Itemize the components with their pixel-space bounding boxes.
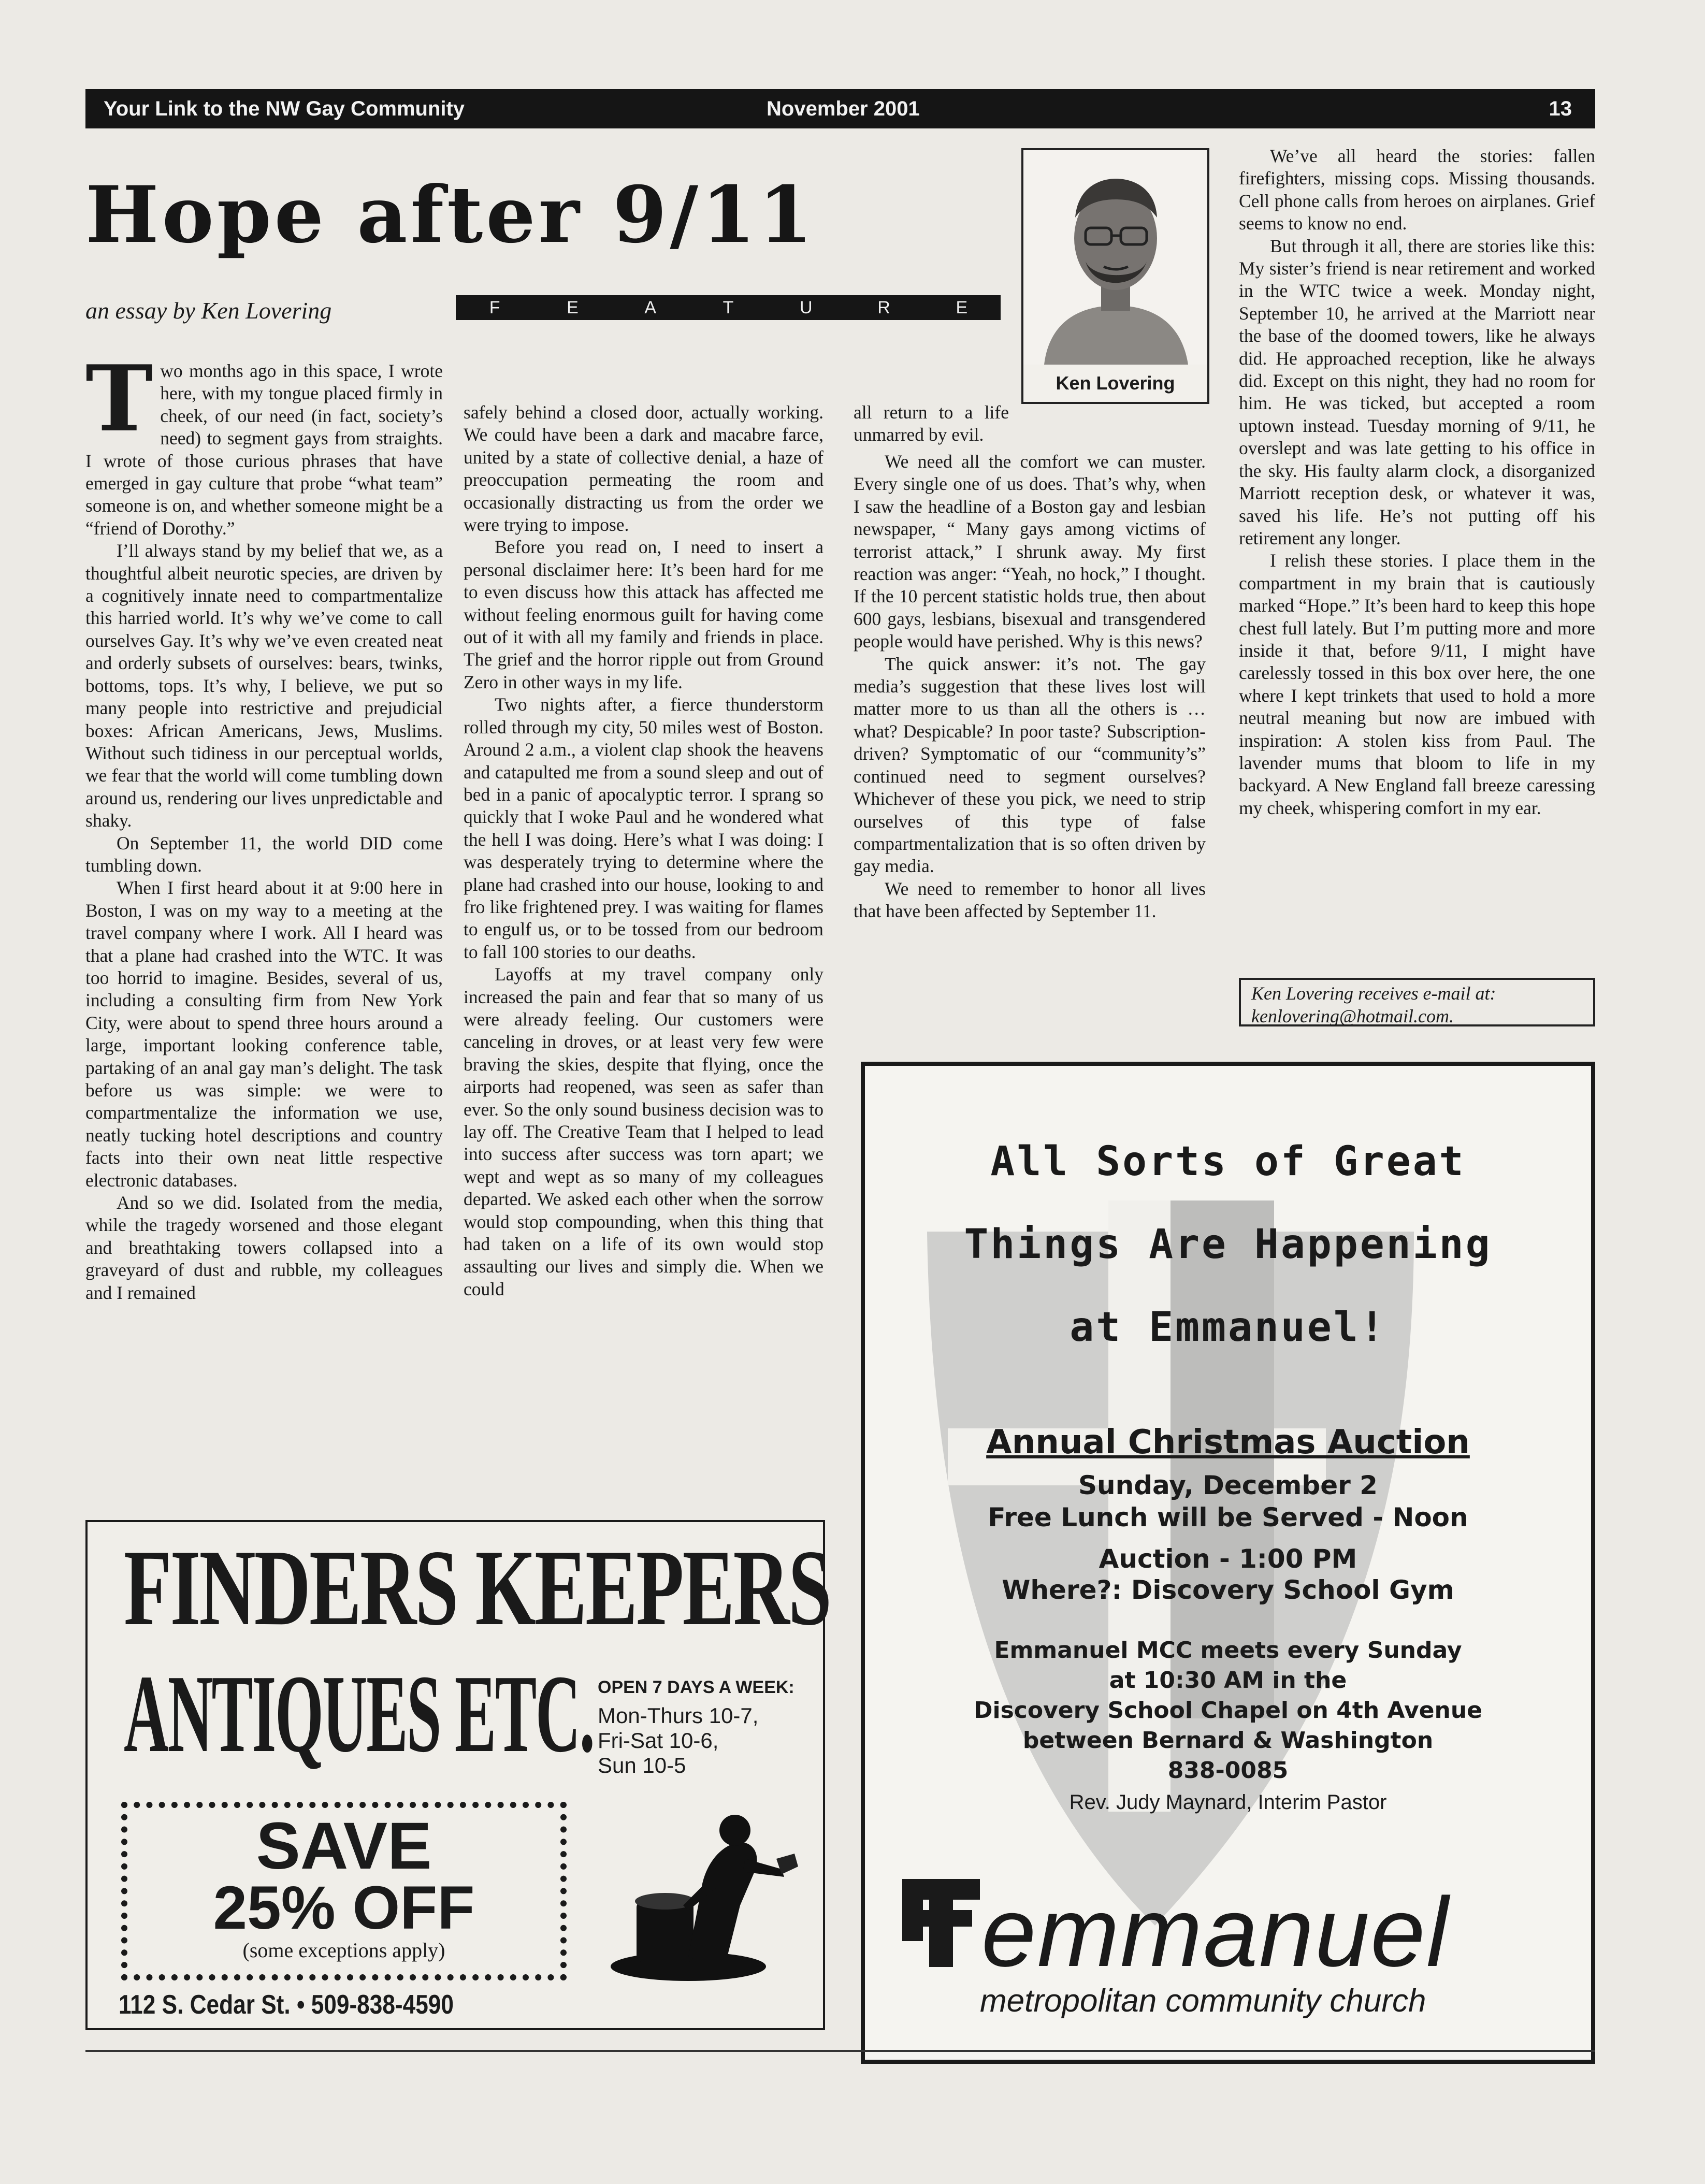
hours-fri-sat: Fri-Sat 10-6, [598,1728,719,1753]
article-paragraph: On September 11, the world DID come tumbling down. [85,832,443,876]
article-paragraph: The quick answer: it’s not. The gay media’s suggestion that these lives lost will matter more to us than all the others is … what? Despicable? In poor taste? Subscription-driven? Symptomatic of our “community’s” continued need to segment ourselves? Whichever of these you pick, we need to strip ourselves of this type of false compartmentalization that is so often driven by gay media. [854,653,1206,877]
auction-date: Sunday, December 2 [1078,1470,1378,1500]
church-logo-wordmark: emmanuel [981,1877,1450,1987]
digging-figure-icon [605,1802,802,1983]
header-date: November 2001 [767,97,920,120]
article-paragraph: Two nights after, a fierce thunderstorm rolled through my city, 50 miles west of Boston. Around 2 a.m., a violent clap shook the heavens and catapulted me from a sound sleep and out of bed in a panic of apocalyptic terror. I sprang so quickly that I woke Paul and he wondered what the hell I was doing. Here’s what I was doing: I was desperately trying to determine where the plane had crashed into our house, looking to and fro like frightened prey. I was waiting for flames to engulf us, or to be tossed from our bedroom to fall 100 stories to our deaths. [464,694,823,962]
author-portrait-image [1023,150,1207,365]
hours-weekday: Mon-Thurs 10-7, [598,1703,759,1728]
store-subtitle: ANTIQUES ETC. [124,1652,594,1775]
store-name: FINDERS KEEPERS [124,1528,831,1648]
discount-coupon [121,1802,567,1980]
email-address: kenlovering@hotmail.com. [1251,1006,1454,1026]
feature-letter: A [644,298,657,317]
article-column-3 [854,451,1206,923]
article-column-4 [1239,145,1595,819]
article-paragraph: Layoffs at my travel company only increased the pain and fear that so many of us were already feeling. Our customers were canceling in droves, or at least very few were braving the skies, despite that flying, once the airports had reopened, was seen as safer than ever. So the only sound business decision was to lay off. The Creative Team that I helped to lead into success after success was torn apart; we wept and wept as so many of my colleagues departed. We asked each other when the sorrow would stop compounding, when this thing that had taken on a life of its own would stop assaulting our lives and simply die. When we could [464,964,823,1299]
service-line-1: Emmanuel MCC meets every Sunday [994,1637,1462,1664]
pastor-name: Rev. Judy Maynard, Interim Pastor [1069,1791,1387,1814]
hours-sunday: Sun 10-5 [598,1753,686,1777]
article-paragraph: I’ll always stand by my belief that we, as a thoughtful albeit neurotic species, are driven by a cognitively innate need to compartmentalize this harried world. It’s why we’ve come to call ourselves Gay. It’s why we’ve even created neat and orderly subsets of ourselves: bears, twinks, bottoms, tops. It’s why, I believe, we put so many people into restrictive and prejudicial boxes: African Americans, Jews, Muslims. Without such tidiness in our perceptual worlds, we fear that the world will come tumbling down around us, rendering our lives unpredictable and shaky. [85,540,443,831]
hours-heading: OPEN 7 DAYS A WEEK: [598,1677,794,1697]
author-photo [1021,148,1209,404]
ad-headline-line-3: at Emmanuel! [1070,1304,1386,1351]
feature-letter: R [877,298,890,317]
article-paragraph: I relish these stories. I place them in the compartment in my brain that is cautiously marked “Hope.” It’s been hard to keep this hope chest full lately. But I’m putting more and more inside it that, before 9/11, I might have carelessly tossed in this box over here, the one where I kept trinkets that used to hold a more neutral meaning but now are imbued with inspiration: A stolen kiss from Paul. The lavender mums that bloom to life in my backyard. A New England fall breeze caressing my cheek, whispering comfort in my ear. [1239,550,1595,818]
feature-banner [456,295,1001,320]
church-logo-subtitle: metropolitan community church [980,1983,1426,2019]
feature-letter: U [799,298,813,317]
article-paragraph: wo months ago in this space, I wrote here, with my tongue placed firmly in cheek, of our need (in fact, society’s need) to segment gays from straights. I wrote of those curious phrases that have emerged in gay culture that probe “what team” someone is on, and whether someone might be a “friend of Dorothy.” [85,360,443,539]
article-paragraph: safely behind a closed door, actually working. We could have been a dark and macabre farce, united by a state of collective denial, a haze of preoccupation permeating the room and occasionally distracting us from the order we were trying to impose. [464,402,823,536]
email-label: Ken Lovering receives e-mail at: [1251,983,1496,1004]
coupon-discount: 25% OFF [213,1874,475,1942]
auction-time: Auction - 1:00 PM [1099,1544,1357,1574]
header-tagline: Your Link to the NW Gay Community [104,97,465,120]
article-paragraph: We’ve all heard the stories: fallen firefighters, missing cops. Missing thousands. Cell phone calls from heroes on airplanes. Grief seems to know no end. [1239,146,1595,234]
service-line-3: Discovery School Chapel on 4th Avenue [974,1697,1482,1724]
article-paragraph: But through it all, there are stories like this: My sister’s friend is near retirement and worked in the WTC twice a week. Monday night, September 10, he arrived at the Marriott near the base of the doomed towers, like he always did. He approached reception, like he always did. Except on this night, they had no room for him. He was ticked, but accepted a room uptown instead. Tuesday morning of 9/11, he overslept and was late getting to his office in the sky. His faulty alarm clock, a disorganized Marriott reception desk, or whatever it was, saved his life. He’s not putting off his retirement any longer. [1239,235,1595,548]
header-bar [85,89,1595,128]
feature-letter: F [489,298,500,317]
article-headline: Hope after 9/11 [85,169,816,261]
drop-cap: T [85,346,153,452]
article-paragraph: Before you read on, I need to insert a personal disclaimer here: It’s been hard for me to even discuss how this attack has affected me without feeling enormous guilt for having come out of it with all my family and friends in place. The grief and the horror ripple out from Ground Zero in other ways in my life. [464,537,823,692]
article-column-1 [85,346,443,1304]
auction-location: Where?: Discovery School Gym [1002,1575,1454,1605]
free-lunch-line: Free Lunch will be Served - Noon [988,1502,1468,1532]
article-paragraph: We need all the comfort we can muster. Every single one of us does. That’s why, when I saw the headline of a Boston gay and lesbian newspaper, “ Many gays among victims of terrorist attack,” I shrunk away. My first reaction was anger: “Yeah, no hock,” I thought. If the 10 percent statistic holds true, then about 600 gays, lesbians, bisexual and transgendered people would have perished. Why is this news? [854,451,1206,652]
article-paragraph: When I first heard about it at 9:00 here in Boston, I was on my way to a meeting at the travel company where I work. All I heard was that a plane had crashed into the WTC. It was too horrid to imagine. Besides, several of us, including a consulting firm from New York City, were about to spend three hours around a large, important looking conference table, partaking of an anal gay man’s delight. The task before us was simple: we were to compartmentalize the information we use, neatly tucking hotel descriptions and country facts into their own neat little respective electronic databases. [85,877,443,1191]
feature-letter: T [723,298,734,317]
finders-keepers-ad [85,1520,831,2030]
coupon-exceptions: (some exceptions apply) [242,1939,445,1962]
article-paragraph: all return to a life unmarred by evil. [854,402,1009,445]
auction-title: Annual Christmas Auction [986,1423,1470,1462]
bottom-divider [85,2050,1595,2052]
service-line-2: at 10:30 AM in the [1109,1667,1347,1694]
ad-headline-line-2: Things Are Happening [964,1221,1492,1268]
author-email-box [1239,978,1595,1026]
feature-letter: E [567,298,579,317]
article-paragraph: And so we did. Isolated from the media, while the tragedy worsened and those elegant and breathtaking towers collapsed into a graveyard of dust and rubble, my colleagues and I remained [85,1192,443,1303]
article-column-2 [464,401,823,1300]
ad-headline-line-1: All Sorts of Great [990,1138,1466,1185]
store-address-phone: 112 S. Cedar St. • 509-838-4590 [119,1990,454,2020]
feature-letter: E [956,298,968,317]
article-column-3-continuation [854,401,1009,446]
photo-caption: Ken Lovering [1023,365,1207,402]
page-number: 13 [1549,97,1572,120]
service-line-4: between Bernard & Washington [1022,1727,1434,1754]
article-paragraph: We need to remember to honor all lives that have been affected by September 11. [854,878,1206,922]
emmanuel-church-ad [861,1062,1595,2064]
church-cross-logo-icon [897,1874,985,1972]
article-byline: an essay by Ken Lovering [85,297,332,324]
church-phone: 838-0085 [1167,1757,1289,1784]
coupon-save: SAVE [256,1809,432,1883]
